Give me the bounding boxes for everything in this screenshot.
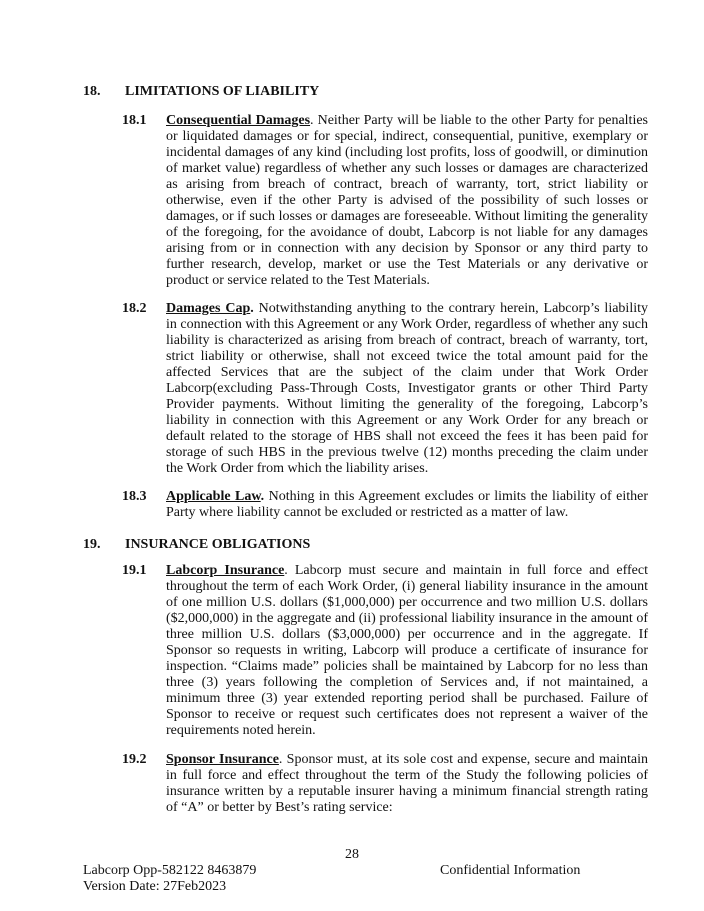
subsection-heading: Applicable Law bbox=[166, 489, 261, 504]
section-18-title: LIMITATIONS OF LIABILITY bbox=[125, 84, 320, 99]
heading-punct: . bbox=[284, 563, 288, 578]
subsection-body: Neither Party will be liable to the other Party for penalties or liquidated damages or for special, indirect, consequential, punitive, exemplary or incidental damages of any kind (including lost profits, loss of goodwill, or diminution of market value) regardless of whether any such losses or damages are characterized as arising from breach of contract, breach of warranty, tort, strict liability or otherwise, even if the other Party is advised of the possibility of such losses or damages, or if such losses or damages are foreseeable. Without limiting the generality of the foregoing, for the avoidance of doubt, Labcorp is not liable for any damages arising from or in connection with any decision by Sponsor or any third party to further research, develop, market or use the Test Materials or any derivative or product or service related to the Test Materials. bbox=[166, 113, 648, 288]
subsection-19-2-paragraph bbox=[166, 752, 648, 816]
heading-punct: . bbox=[250, 301, 254, 316]
subsection-19-2-number: 19.2 bbox=[122, 752, 147, 767]
heading-punct: . bbox=[260, 489, 265, 504]
subsection-body: Sponsor must, at its sole cost and expense, secure and maintain in full force and effect throughout the term of the Study the following policies of insurance written by a reputable insurer having a minimum financial strength rating of “A” or better by Best’s rating service: bbox=[166, 752, 648, 815]
subsection-heading: Consequential Damages bbox=[166, 113, 311, 128]
page-number: 28 bbox=[345, 847, 359, 862]
subsection-18-3-paragraph bbox=[166, 489, 648, 521]
section-18-number: 18. bbox=[83, 84, 101, 99]
subsection-18-1-number: 18.1 bbox=[122, 113, 147, 128]
subsection-18-2-number: 18.2 bbox=[122, 301, 147, 316]
footer-version-date: Version Date: 27Feb2023 bbox=[83, 879, 227, 894]
footer-confidential: Confidential Information bbox=[440, 863, 581, 878]
subsection-body: Labcorp must secure and maintain in full force and effect throughout the term of each Work Order, (i) general liability insurance in the amount of one million U.S. dollars ($1,000,000) per occurrence and two million U.S. dollars ($2,000,000) in the aggregate and (ii) professional liability insurance in the amount of three million U.S. dollars ($3,000,000) per occurrence and in the aggregate. If Sponsor so requests in writing, Labcorp will produce a certificate of insurance for inspection. “Claims made” policies shall be maintained by Labcorp for no less than three (3) years following the completion of Services and, if not maintained, a minimum three (3) year extended reporting period shall be purchased. Failure of Sponsor to receive or request such certificates does not represent a waiver of the requirements noted herein. bbox=[166, 563, 649, 738]
subsection-heading: Damages Cap bbox=[166, 301, 251, 316]
subsection-body: Notwithstanding anything to the contrary herein, Labcorp’s liability in connection with this Agreement or any Work Order, regardless of whether any such liability is characterized as arising from breach of contract, breach of warranty, tort, strict liability or otherwise, shall not exceed twice the total amount paid for the affected Services that are the subject of the claim under that Work Order Labcorp(excluding Pass-Through Costs, Investigator grants or other Third Party Provider payments. Without limiting the generality of the foregoing, Labcorp’s liability in connection with this Agreement or any Work Order for any breach or default related to the storage of HBS shall not exceed the fees it has been paid for storage of such HBS in the previous twelve (12) months preceding the claim under the Work Order from which the liability arises. bbox=[166, 301, 648, 476]
subsection-19-1-paragraph bbox=[166, 563, 648, 739]
subsection-18-2-paragraph bbox=[166, 301, 648, 477]
footer-doc-id: Labcorp Opp-582122 8463879 bbox=[83, 863, 257, 878]
subsection-heading: Sponsor Insurance bbox=[166, 752, 279, 767]
subsection-18-3-number: 18.3 bbox=[122, 489, 147, 504]
subsection-heading: Labcorp Insurance bbox=[166, 563, 285, 578]
heading-punct: . bbox=[278, 752, 283, 767]
section-19-number: 19. bbox=[83, 537, 101, 552]
section-19-title: INSURANCE OBLIGATIONS bbox=[125, 537, 311, 552]
subsection-18-1-paragraph bbox=[166, 113, 648, 289]
subsection-19-1-number: 19.1 bbox=[122, 563, 147, 578]
subsection-body: Nothing in this Agreement excludes or limits the liability of either Party where liability cannot be excluded or restricted as a matter of law. bbox=[166, 489, 648, 520]
heading-punct: . bbox=[310, 113, 314, 128]
